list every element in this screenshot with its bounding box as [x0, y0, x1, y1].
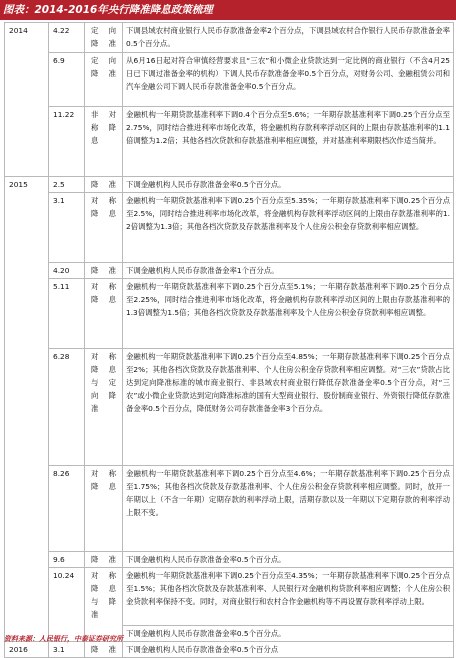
policy-type-cell: 对称 降息: [85, 279, 123, 349]
date-cell: 10.24: [49, 568, 85, 642]
table-row: [5, 466, 454, 552]
policy-description-cell: 从6月16日起对符合审慎经营要求且“三农”和小微企业贷款达到一定比例的商业银行（不含4月25日已下调过准备金率的机构）下调人民币存款准备金率0.5个百分点，对财务公司、金融租赁公司和汽车金融公司下调人民币存款准备金率0.5个百分点。: [123, 53, 454, 107]
table-body: [5, 23, 454, 658]
policy-table: [4, 22, 454, 658]
policy-type-cell: 对称 降息: [85, 466, 123, 552]
date-cell: 11.22: [49, 107, 85, 177]
policy-type-cell: 降准: [85, 552, 123, 568]
table-row: [5, 23, 454, 53]
date-cell: 9.6: [49, 552, 85, 568]
year-cell: 2014: [5, 23, 49, 177]
policy-type-cell: 降准: [85, 642, 123, 658]
policy-description-cell: 下调金融机构人民币存款准备金率0.5个百分点。: [123, 177, 454, 193]
date-cell: 3.1: [49, 642, 85, 658]
policy-description-cell: 金融机构一年期贷款基准利率下调0.25个百分点至4.6%；一年期存款基准利率下调0.25个百分点至1.75%；其他各档次贷款及存款基准利率、个人住房公积金存贷款利率相应调整。同时，放开一年期以上（不含一年期）定期存款的利率浮动上限，活期存款以及一年期以下定期存款的利率浮动上限不变。: [123, 466, 454, 552]
date-cell: 6.9: [49, 53, 85, 107]
date-cell: 6.28: [49, 349, 85, 466]
policy-description-cell: 下调金融机构人民币存款准备金率1个百分点。: [123, 263, 454, 279]
policy-type-cell: 降准: [85, 177, 123, 193]
policy-type-cell: 对称 降息 与降 准: [85, 568, 123, 642]
table-row: [5, 53, 454, 107]
table-row: [5, 193, 454, 263]
policy-type-cell: 定向 降准: [85, 53, 123, 107]
policy-type-cell: 对称 降息: [85, 193, 123, 263]
policy-type-cell: 非对 称降 息: [85, 107, 123, 177]
policy-type-cell: 降准: [85, 263, 123, 279]
policy-type-cell: 定向 降准: [85, 23, 123, 53]
policy-description-cell: 金融机构一年期贷款基准利率下调0.25个百分点至4.85%；一年期存款基准利率下调0.25个百分点至2%；其他各档次贷款及存款基准利率、个人住房公积金存贷款利率相应调整。对“三农”贷款占比达到定向降准标准的城市商业银行、非县域农村商业银行降低存款准备金率0.5个百分点，对“三农”或小微企业贷款达到定向降准标准的国有大型商业银行、股份制商业银行、外资银行降低存款准备金率0.5个百分点，降低财务公司存款准备金率3个百分点。: [123, 349, 454, 466]
table-row: [5, 263, 454, 279]
table-row: [5, 568, 454, 626]
policy-description-cell: 下调县域农村商业银行人民币存款准备金率2个百分点，下调县域农村合作银行人民币存款准备金率0.5个百分点。: [123, 23, 454, 53]
year-cell: 2015: [5, 177, 49, 642]
date-cell: 2.5: [49, 177, 85, 193]
policy-description-cell: 下调金融机构人民币存款准备金率0.5个百分点。: [123, 626, 454, 642]
table-row: [5, 107, 454, 177]
policy-description-cell: 金融机构一年期贷款基准利率下调0.4个百分点至5.6%；一年期存款基准利率下调0.25个百分点至2.75%，同时结合推进利率市场化改革，将金融机构存款利率浮动区间的上限由存款基准利率的1.1倍调整为1.2倍；其他各档次贷款和存款基准利率相应调整，并对基准利率期限档次作适当简并。: [123, 107, 454, 177]
table-row: [5, 349, 454, 466]
date-cell: 3.1: [49, 193, 85, 263]
table-row: [5, 552, 454, 568]
policy-description-cell: 金融机构一年期贷款基准利率下调0.25个百分点至4.35%；一年期存款基准利率下调0.25个百分点至1.5%；其他各档次贷款及存款基准利率、人民银行对金融机构贷款利率相应调整；个人住房公积金贷款利率保持不变。同时，对商业银行和农村合作金融机构等不再设置存款利率浮动上限。: [123, 568, 454, 626]
table-row: [5, 279, 454, 349]
date-cell: 4.22: [49, 23, 85, 53]
policy-description-cell: 金融机构一年期贷款基准利率下调0.25个百分点至5.1%；一年期存款基准利率下调0.25个百分点至2.25%，同时结合推进利率市场化改革，将金融机构存款利率浮动区间的上限由存款基准利率的1.3倍调整为1.5倍；其他各档次贷款及存款基准利率及个人住房公积金存贷款利率相应调整。: [123, 279, 454, 349]
policy-type-cell: 对称 降息 与定 向降 准: [85, 349, 123, 466]
policy-description-cell: 金融机构一年期贷款基准利率下调0.25个百分点至5.35%；一年期存款基准利率下调0.25个百分点至2.5%，同时结合推进利率市场化改革，将金融机构存款利率浮动区间的上限由存款基准利率的1.2倍调整为1.3倍；其他各档次贷款及存款基准利率及个人住房公积金存贷款利率相应调整。: [123, 193, 454, 263]
chart-title: 图表：2014-2016年央行降准降息政策梳理: [0, 0, 456, 20]
date-cell: 5.11: [49, 279, 85, 349]
policy-description-cell: 下调金融机构人民币存款准备金率0.5个百分点: [123, 642, 454, 658]
table-row: [5, 177, 454, 193]
policy-description-cell: 下调金融机构人民币存款准备金率0.5个百分点。: [123, 552, 454, 568]
year-cell: 2016: [5, 642, 49, 658]
date-cell: 8.26: [49, 466, 85, 552]
source-note: 资料来源：人民银行，中泰证券研究所: [4, 635, 123, 643]
date-cell: 4.20: [49, 263, 85, 279]
